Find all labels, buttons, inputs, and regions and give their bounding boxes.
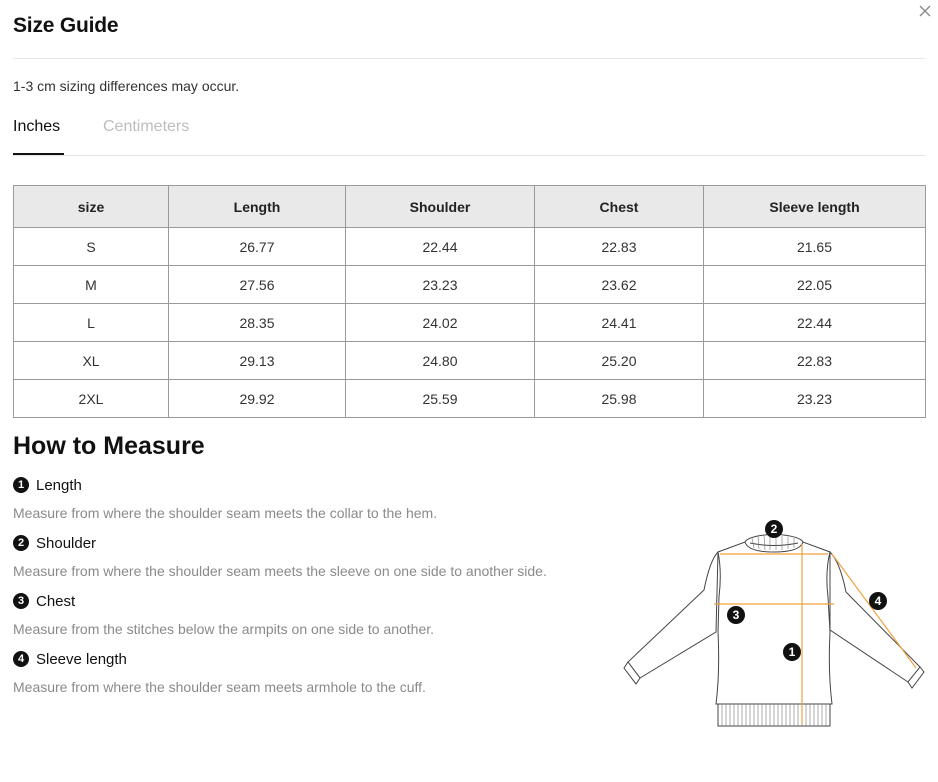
- table-cell: 26.77: [169, 228, 346, 266]
- table-cell: L: [14, 304, 169, 342]
- number-badge: 2: [13, 535, 29, 551]
- table-cell: 25.20: [535, 342, 704, 380]
- close-icon[interactable]: [916, 2, 934, 20]
- measure-label: Chest: [36, 592, 76, 610]
- header-divider: [13, 58, 925, 59]
- table-cell: 29.92: [169, 380, 346, 418]
- marker-4-label: 4: [874, 594, 882, 608]
- dialog-title: Size Guide: [13, 14, 119, 37]
- table-cell: M: [14, 266, 169, 304]
- sweater-measurement-illustration: [620, 512, 930, 734]
- column-header-chest: Chest: [535, 186, 704, 228]
- table-cell: 28.35: [169, 304, 346, 342]
- measure-item-chest: [13, 591, 613, 637]
- table-row: [14, 304, 926, 342]
- table-cell: 24.41: [535, 304, 704, 342]
- number-badge: 1: [13, 477, 29, 493]
- measure-label: Sleeve length: [36, 650, 127, 668]
- table-cell: 24.02: [346, 304, 535, 342]
- table-row: [14, 380, 926, 418]
- table-cell: 2XL: [14, 380, 169, 418]
- measure-description: Measure from where the shoulder seam meets the sleeve on one side to another side.: [13, 563, 547, 579]
- table-cell: 22.44: [346, 228, 535, 266]
- marker-2-label: 2: [770, 522, 778, 536]
- number-badge: 3: [13, 593, 29, 609]
- measure-label: Shoulder: [36, 534, 97, 552]
- table-row: [14, 228, 926, 266]
- measure-description: Measure from where the shoulder seam meets the collar to the hem.: [13, 505, 438, 521]
- marker-1-label: 1: [788, 645, 796, 659]
- number-badge: 4: [13, 651, 29, 667]
- table-cell: 22.83: [535, 228, 704, 266]
- sizing-note: 1-3 cm sizing differences may occur.: [13, 78, 240, 94]
- table-cell: S: [14, 228, 169, 266]
- measure-item-sleeve-length: [13, 649, 613, 695]
- table-header-row: [14, 186, 926, 228]
- table-cell: 23.23: [704, 380, 926, 418]
- column-header-sleeve-length: Sleeve length: [704, 186, 926, 228]
- active-tab-indicator: [13, 153, 64, 155]
- column-header-size: size: [14, 186, 169, 228]
- how-to-measure-heading: How to Measure: [13, 432, 205, 460]
- measure-item-length: [13, 475, 613, 521]
- tab-centimeters[interactable]: Centimeters: [103, 118, 190, 135]
- table-cell: 22.44: [704, 304, 926, 342]
- marker-3-label: 3: [732, 608, 740, 622]
- size-table: [13, 185, 926, 418]
- measure-description: Measure from where the shoulder seam meets armhole to the cuff.: [13, 679, 426, 695]
- table-cell: 22.83: [704, 342, 926, 380]
- unit-tabs: [13, 112, 925, 156]
- table-cell: 25.59: [346, 380, 535, 418]
- table-cell: 21.65: [704, 228, 926, 266]
- table-cell: 27.56: [169, 266, 346, 304]
- table-cell: 23.62: [535, 266, 704, 304]
- table-cell: 22.05: [704, 266, 926, 304]
- table-cell: 25.98: [535, 380, 704, 418]
- table-cell: 23.23: [346, 266, 535, 304]
- measure-label: Length: [36, 476, 82, 494]
- table-cell: XL: [14, 342, 169, 380]
- measure-description: Measure from the stitches below the armpits on one side to another.: [13, 621, 435, 637]
- table-row: [14, 342, 926, 380]
- column-header-shoulder: Shoulder: [346, 186, 535, 228]
- measure-item-shoulder: [13, 533, 613, 579]
- tab-inches[interactable]: Inches: [13, 118, 61, 135]
- table-cell: 29.13: [169, 342, 346, 380]
- column-header-length: Length: [169, 186, 346, 228]
- table-cell: 24.80: [346, 342, 535, 380]
- table-row: [14, 266, 926, 304]
